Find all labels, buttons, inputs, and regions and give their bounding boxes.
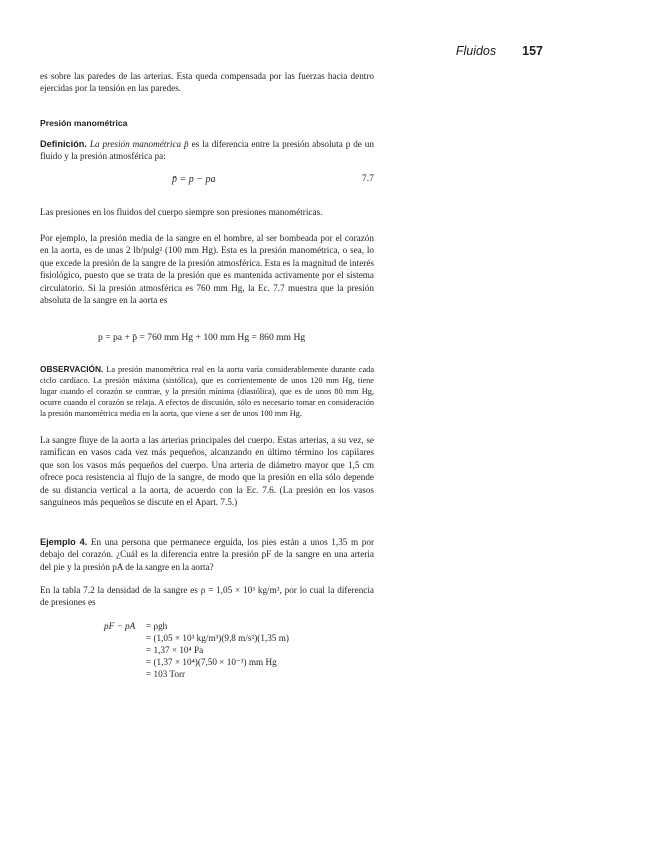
observation bbox=[40, 364, 374, 419]
intro-paragraph bbox=[40, 70, 374, 95]
calc-rhs: = 103 Torr bbox=[146, 669, 186, 679]
paragraph-1-text: Las presiones en los fluidos del cuerpo siempre son presiones manométricas. bbox=[40, 207, 323, 217]
observation-label: OBSERVACIÓN. bbox=[40, 364, 104, 374]
paragraph-1 bbox=[40, 206, 374, 218]
chapter-title: Fluidos bbox=[455, 44, 497, 58]
pressure-calculation bbox=[104, 620, 289, 680]
paragraph-3-text: La sangre fluye de la aorta a las arterias principales del cuerpo. Estas arterias, a su vez, se ramifican en vasos cada vez más pequeños, alcanzando en último término los capilares que son los vasos más pequeños del cuerpo. Una arteria de diámetro mayor que 1,5 cm ofrece poca resistencia al flujo de la sangre, de modo que la presión en ella sólo depende de su distancia vertical a la aorta, de acuerdo con la Ec. 7.6. (La presión en los vasos sanguíneos más pequeños se discute en el Apart. 7.5.) bbox=[40, 435, 374, 508]
calc-line bbox=[104, 620, 289, 632]
calc-line bbox=[104, 668, 289, 680]
example-label: Ejemplo 4. bbox=[40, 537, 88, 547]
example-4 bbox=[40, 536, 374, 573]
paragraph-2-text: Por ejemplo, la presión media de la sangre en el hombre, al ser bombeada por el corazón en la aorta, es de unas 2 lb/pulg² (100 mm Hg). Esta es la presión manométrica, o sea, lo que excede la presión de la sangre de la presión atmosférica. Esta es la magnitud de interés fisiológico, puesto que se trata de la presión que es mantenida activamente por el sistema circulatorio. Si la presión atmosférica es 760 mm Hg, la Ec. 7.7 muestra que la presión absoluta de la sangre en la aorta es bbox=[40, 233, 374, 306]
definition-term: La presión manométrica p̄ bbox=[89, 139, 189, 149]
definition-text: es la diferencia entre la presión absoluta p de un fluido y la presión atmosférica pa: bbox=[40, 139, 374, 162]
calc-line bbox=[104, 656, 289, 668]
paragraph-4-text: En la tabla 7.2 la densidad de la sangre es ρ = 1,05 × 10³ kg/m³, por lo cual la diferencia de presiones es bbox=[40, 585, 374, 608]
running-header bbox=[456, 44, 543, 58]
calc-line bbox=[104, 632, 289, 644]
calc-lhs: pF − pA bbox=[104, 621, 136, 631]
intro-text: es sobre las paredes de las arterias. Esta queda compensada por las fuerzas hacia dentro ejercidas por la tensión en las paredes. bbox=[40, 71, 374, 94]
calc-rhs: = (1,37 × 10⁴)(7,50 × 10⁻³) mm Hg bbox=[146, 657, 277, 667]
definition bbox=[40, 138, 374, 163]
equation-number: 7.7 bbox=[362, 174, 374, 184]
paragraph-3 bbox=[40, 434, 374, 508]
paragraph-2 bbox=[40, 232, 374, 306]
page-number: 157 bbox=[522, 44, 543, 58]
equation-7-7: p̄ = p − pa bbox=[172, 174, 216, 185]
example-text: En una persona que permanece erguida, los pies están a unos 1,35 m por debajo del corazón. ¿Cuál es la diferencia entre la presión pF de la sangre en una arteria del pie y la presión pA de la sangre en la aorta? bbox=[40, 537, 375, 572]
calc-rhs: = ρgh bbox=[146, 621, 168, 631]
calc-rhs: = (1,05 × 10³ kg/m³)(9,8 m/s²)(1,35 m) bbox=[146, 633, 289, 643]
calc-line bbox=[104, 644, 289, 656]
definition-label: Definición. bbox=[40, 139, 87, 149]
paragraph-4 bbox=[40, 584, 374, 609]
calc-rhs: = 1,37 × 10⁴ Pa bbox=[146, 645, 204, 655]
observation-text: La presión manométrica real en la aorta varía considerablemente durante cada ciclo cardíaco. La presión máxima (sistólica), que es corrientemente de unos 120 mm Hg, tiene lugar cuando el corazón se contrae, y la presión mínima (diastólica), que es de unos 80 mm Hg, ocurre cuando el corazón se relaja. A efectos de discusión, sólo es necesario tomar en consideración la presión manométrica media en la aorta, que viene a ser de unos 100 mm Hg. bbox=[40, 365, 375, 418]
section-title: Presión manométrica bbox=[40, 118, 128, 128]
equation-absolute-pressure: p = pa + p̄ = 760 mm Hg + 100 mm Hg = 860 mm Hg bbox=[98, 332, 306, 343]
